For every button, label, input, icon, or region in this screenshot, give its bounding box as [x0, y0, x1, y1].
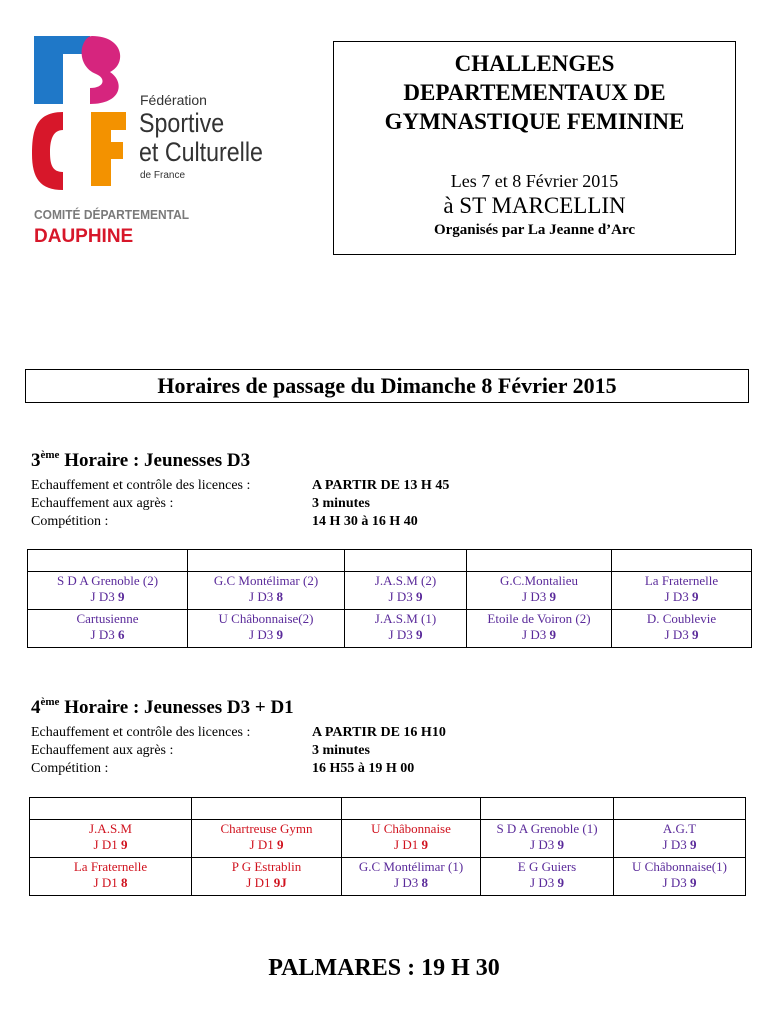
session-suffix: ème — [40, 696, 60, 708]
category-label: J D3 — [388, 589, 416, 604]
team-count: 9 — [557, 837, 564, 852]
category-label: J D3 — [249, 627, 277, 642]
table-cell — [28, 550, 188, 572]
team-count: 8 — [276, 589, 283, 604]
competition-value: 14 H 30 à 16 H 40 — [312, 514, 418, 529]
club-category — [188, 627, 344, 643]
logo-de-france-text: de France — [140, 170, 186, 181]
club-name: U Châbonnaise — [371, 821, 451, 836]
category-label: J D3 — [662, 875, 690, 890]
category-label: J D1 — [93, 837, 121, 852]
session-suffix: ème — [40, 449, 60, 461]
club-name: U Châbonnaise(1) — [632, 859, 727, 874]
category-label: J D1 — [394, 837, 422, 852]
session-number: 3 — [31, 450, 41, 471]
club-cell — [30, 820, 192, 858]
category-label: J D3 — [530, 875, 558, 890]
category-label: J D3 — [249, 589, 277, 604]
logo-comite-text: COMITÉ DÉPARTEMENTAL — [34, 207, 190, 222]
club-cell — [612, 610, 752, 648]
competition-value: 16 H55 à 19 H 00 — [312, 761, 415, 776]
table-row — [28, 610, 752, 648]
category-label: J D3 — [90, 589, 118, 604]
club-category — [30, 875, 191, 891]
team-count: 9 — [117, 589, 125, 604]
team-count: 9 — [549, 589, 556, 604]
table-cell — [188, 550, 345, 572]
event-title — [334, 49, 735, 136]
team-count: 8 — [120, 875, 128, 890]
event-header-box — [333, 41, 736, 255]
event-title-line-3: GYMNASTIQUE FEMININE — [384, 109, 685, 134]
category-label: J D3 — [522, 589, 550, 604]
club-category — [345, 627, 466, 643]
schedule-title: Horaires de passage du Dimanche 8 Février 2015 — [25, 369, 749, 403]
warmup-apparatus-value: 3 minutes — [312, 743, 370, 758]
club-category — [192, 837, 341, 853]
session-3-title — [31, 450, 250, 472]
table-cell — [612, 550, 752, 572]
club-cell — [192, 858, 342, 896]
category-label: J D3 — [388, 627, 416, 642]
session-3-table — [27, 549, 752, 648]
team-count: 9 — [120, 837, 128, 852]
category-label: J D3 — [90, 627, 118, 642]
club-cell — [481, 820, 614, 858]
fscf-logo-mark — [30, 30, 130, 190]
table-header-row — [30, 798, 746, 820]
team-count: 9 — [415, 627, 423, 642]
club-cell — [188, 610, 345, 648]
club-name: E G Guiers — [517, 859, 577, 874]
competition-label: Compétition : — [31, 761, 109, 776]
club-cell — [467, 610, 612, 648]
session-4-table — [29, 797, 746, 896]
team-count: 8 — [421, 875, 428, 890]
table-cell — [467, 550, 612, 572]
club-cell — [614, 820, 746, 858]
team-count: 6 — [117, 627, 125, 642]
club-name: J.A.S.M — [89, 821, 132, 836]
category-label: J D1 — [246, 875, 274, 890]
club-name: D. Coublevie — [646, 611, 717, 626]
competition-label: Compétition : — [31, 514, 109, 529]
warmup-apparatus-value: 3 minutes — [312, 496, 370, 511]
warmup-apparatus-label: Echauffement aux agrès : — [31, 743, 174, 758]
team-count: 9J — [273, 875, 287, 890]
club-cell — [30, 858, 192, 896]
warmup-apparatus-label: Echauffement aux agrès : — [31, 496, 174, 511]
club-name: Chartreuse Gymn — [220, 821, 313, 836]
club-name: S D A Grenoble (1) — [496, 821, 598, 836]
club-name: A.G.T — [662, 821, 697, 836]
club-name: La Fraternelle — [73, 859, 148, 874]
club-name: G.C Montélimar (2) — [213, 573, 319, 588]
event-place: à ST MARCELLIN — [443, 193, 626, 218]
club-name: G.C.Montalieu — [500, 573, 578, 588]
category-label: J D1 — [249, 837, 277, 852]
club-cell — [342, 858, 481, 896]
table-cell — [192, 798, 342, 820]
category-label: J D3 — [664, 627, 692, 642]
club-category — [614, 875, 745, 891]
team-count: 9 — [557, 875, 564, 890]
club-name: P G Estrablin — [231, 859, 302, 874]
event-title-line-2: DEPARTEMENTAUX DE — [403, 80, 666, 105]
session-label: Horaire : Jeunesses D3 — [59, 450, 251, 471]
club-category — [481, 837, 613, 853]
club-category — [30, 837, 191, 853]
club-category — [28, 627, 187, 643]
club-name: U Châbonnaise(2) — [218, 611, 314, 626]
warmup-licence-value: A PARTIR DE 13 H 45 — [312, 478, 450, 493]
table-row — [30, 858, 746, 896]
club-cell — [28, 572, 188, 610]
club-name: J.A.S.M (1) — [374, 611, 437, 626]
club-cell — [467, 572, 612, 610]
event-dates: Les 7 et 8 Février 2015 — [450, 171, 619, 191]
team-count: 9 — [276, 837, 284, 852]
table-header-row — [28, 550, 752, 572]
category-label: J D3 — [394, 875, 422, 890]
club-cell — [28, 610, 188, 648]
table-cell — [342, 798, 481, 820]
club-category — [481, 875, 613, 891]
club-cell — [345, 610, 467, 648]
table-row — [28, 572, 752, 610]
category-label: J D3 — [662, 837, 690, 852]
category-label: J D3 — [664, 589, 692, 604]
logo-sportive-text: Sportive — [139, 108, 225, 138]
club-cell — [612, 572, 752, 610]
club-category — [614, 837, 745, 853]
club-cell — [345, 572, 467, 610]
team-count: 9 — [415, 589, 423, 604]
club-category — [342, 875, 480, 891]
club-name: J.A.S.M (2) — [374, 573, 437, 588]
category-label: J D3 — [530, 837, 558, 852]
category-label: J D3 — [522, 627, 550, 642]
table-cell — [481, 798, 614, 820]
logo-dauphine-text: DAUPHINE — [34, 226, 134, 247]
club-cell — [614, 858, 746, 896]
club-category — [342, 837, 480, 853]
event-title-line-1: CHALLENGES — [454, 51, 615, 76]
palmares-time: PALMARES : 19 H 30 — [268, 955, 500, 981]
club-name: Cartusienne — [76, 611, 139, 626]
club-category — [612, 589, 751, 605]
club-category — [345, 589, 466, 605]
club-category — [467, 589, 611, 605]
warmup-licence-label: Echauffement et contrôle des licences : — [31, 725, 251, 740]
table-cell — [614, 798, 746, 820]
club-name: G.C Montélimar (1) — [358, 859, 464, 874]
club-name: Etoile de Voiron (2) — [487, 611, 591, 626]
club-cell — [188, 572, 345, 610]
team-count: 9 — [691, 589, 699, 604]
warmup-licence-value: A PARTIR DE 16 H10 — [312, 725, 446, 740]
team-count: 9 — [276, 627, 283, 642]
club-name: La Fraternelle — [644, 573, 719, 588]
club-category — [612, 627, 751, 643]
table-row — [30, 820, 746, 858]
table-cell — [345, 550, 467, 572]
team-count: 9 — [421, 837, 428, 852]
logo-federation-text: Fédération — [140, 92, 207, 108]
club-cell — [342, 820, 481, 858]
team-count: 9 — [549, 627, 556, 642]
session-4-title — [31, 697, 294, 719]
session-label: Horaire : Jeunesses D3 + D1 — [59, 697, 294, 718]
team-count: 9 — [689, 837, 697, 852]
club-category — [188, 589, 344, 605]
table-cell — [30, 798, 192, 820]
logo-culturelle-text: et Culturelle — [139, 137, 263, 167]
warmup-licence-label: Echauffement et contrôle des licences : — [31, 478, 251, 493]
team-count: 9 — [691, 627, 699, 642]
fscf-logo — [30, 30, 330, 255]
club-category — [192, 875, 341, 891]
club-cell — [192, 820, 342, 858]
club-category — [28, 589, 187, 605]
category-label: J D1 — [93, 875, 121, 890]
club-category — [467, 627, 611, 643]
event-organizer: Organisés par La Jeanne d’Arc — [433, 222, 636, 238]
team-count: 9 — [689, 875, 697, 890]
club-cell — [481, 858, 614, 896]
session-number: 4 — [31, 697, 41, 718]
club-name: S D A Grenoble (2) — [56, 573, 159, 588]
